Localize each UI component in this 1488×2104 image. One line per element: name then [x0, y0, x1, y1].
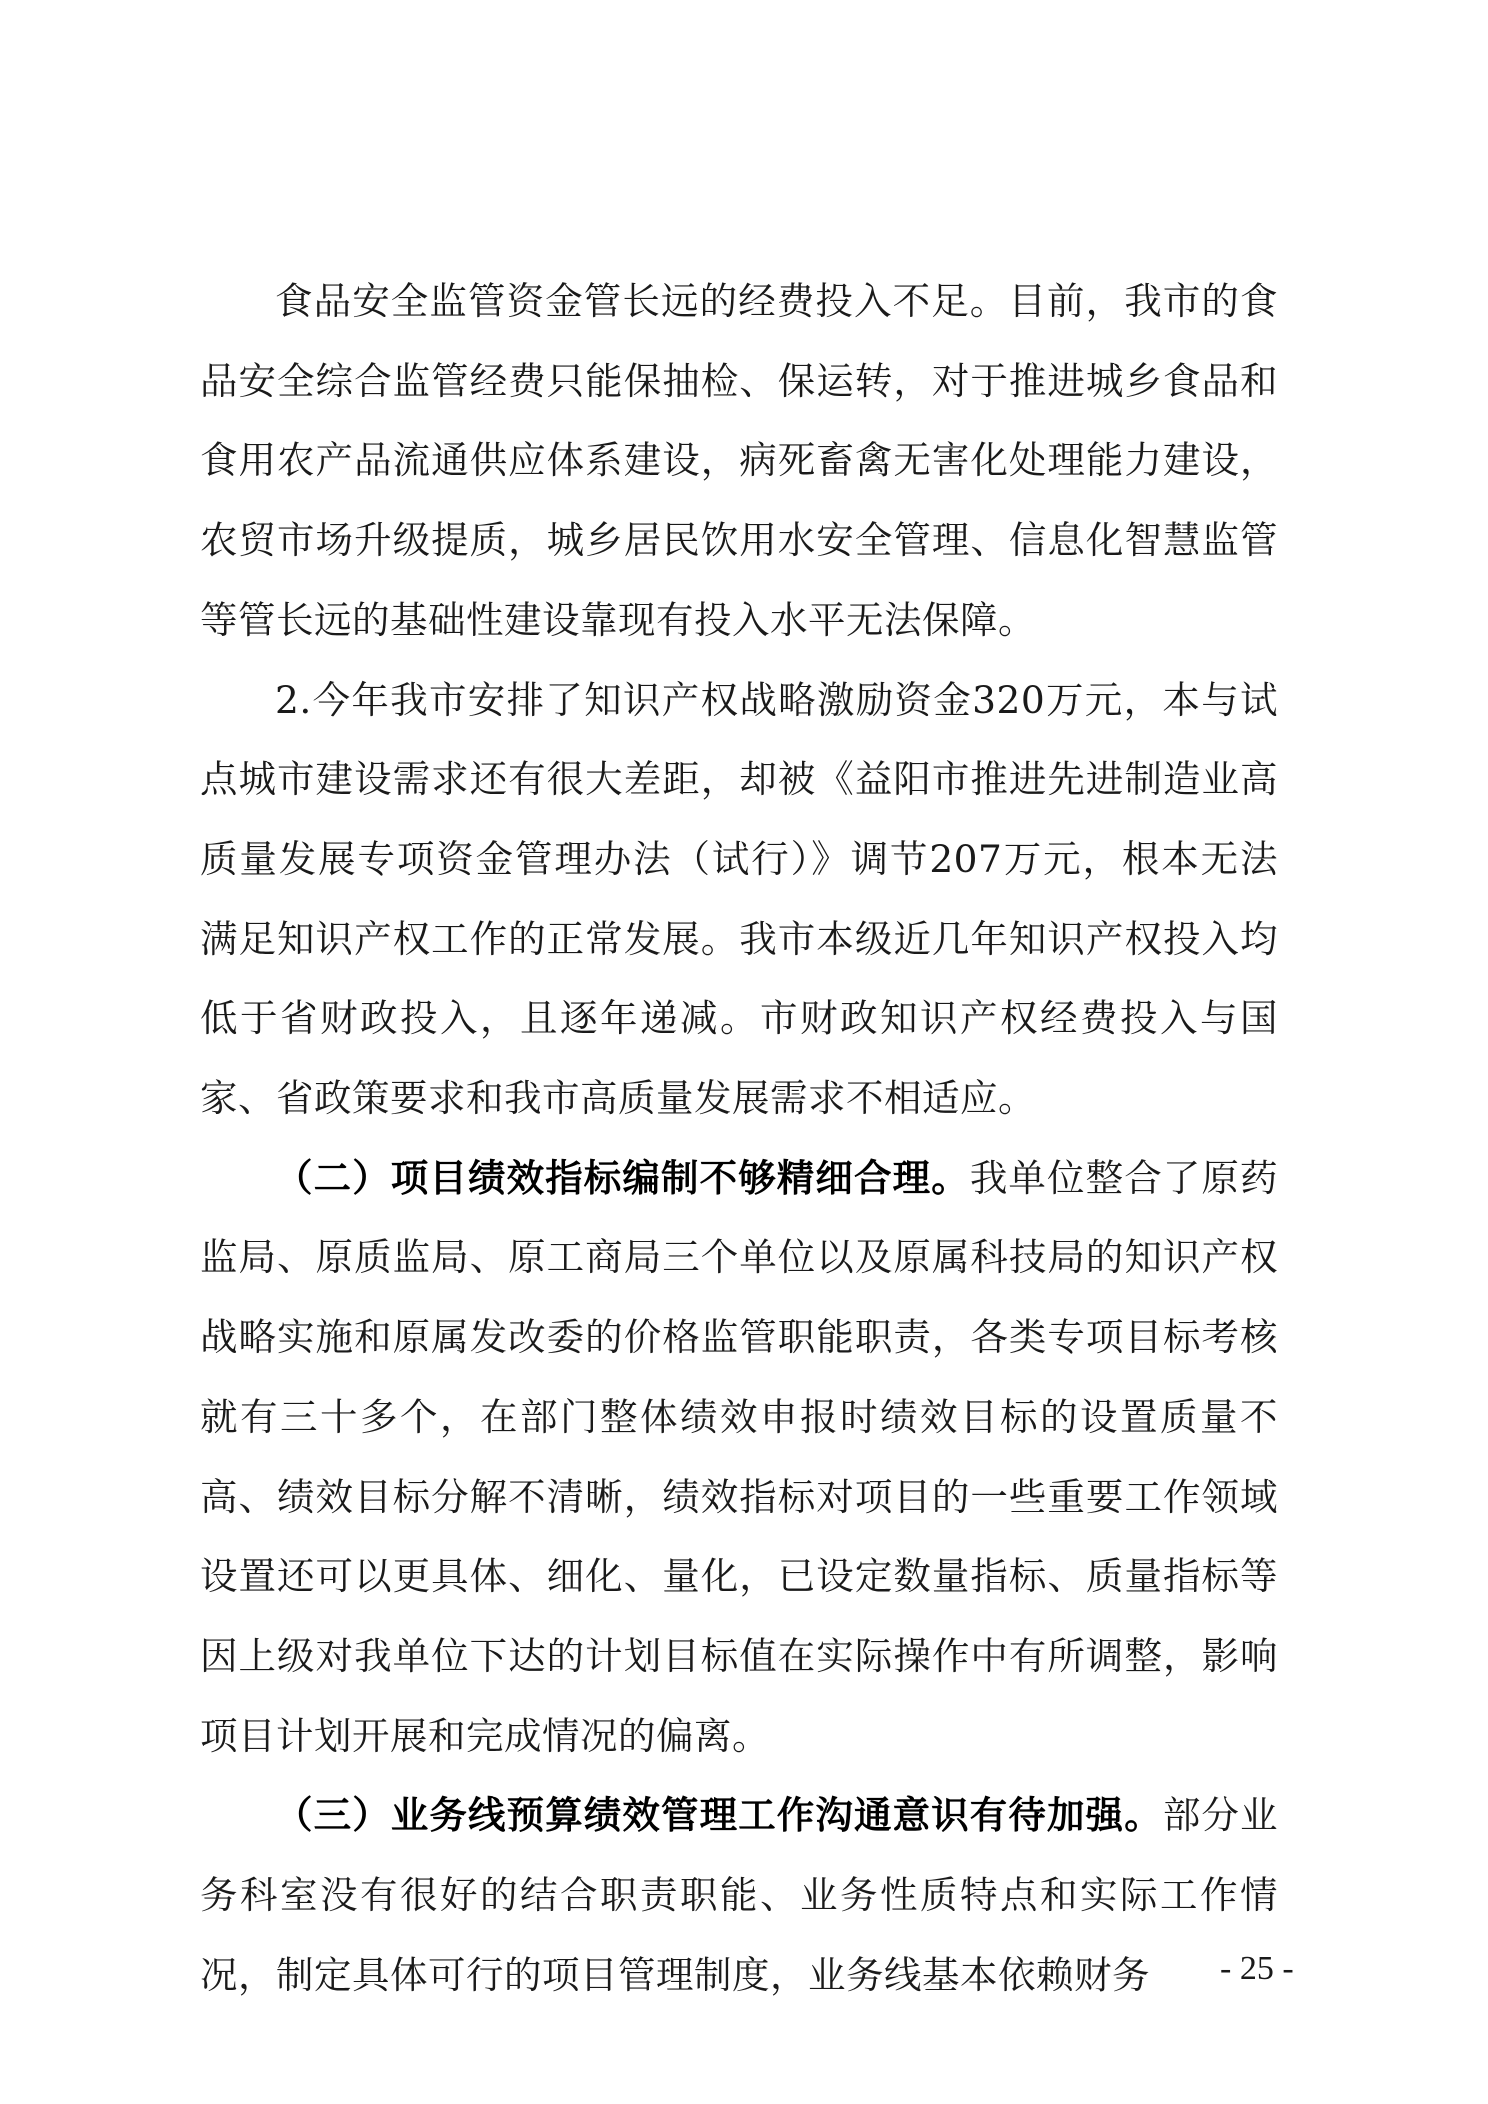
- paragraph-text: 2.今年我市安排了知识产权战略激励资金320万元，本与试点城市建设需求还有很大差距，却被《益阳市推进先进制造业高质量发展专项资金管理办法（试行）》调节207万元，根本无法满足知识产权工作的正常发展。我市本级近几年知识产权投入均低于省财政投入，且逐年递减。市财政知识产权经费投入与国家、省政策要求和我市高质量发展需求不相适应。: [200, 677, 1278, 1121]
- paragraph-text: 食品安全监管资金管长远的经费投入不足。目前，我市的食品安全综合监管经费只能保抽检、保运转，对于推进城乡食品和食用农产品流通供应体系建设，病死畜禽无害化处理能力建设，农贸市场升级提质，城乡居民饮用水安全管理、信息化智慧监管等管长远的基础性建设靠现有投入水平无法保障。: [200, 279, 1278, 642]
- paragraph-food-safety-funding: [200, 262, 1278, 661]
- paragraph-text: 部分业务科室没有很好的结合职责职能、业务性质特点和实际工作情况，制定具体可行的项目管理制度，业务线基本依赖财务: [200, 1793, 1279, 1997]
- section-heading: （二）项目绩效指标编制不够精细合理。: [275, 1155, 970, 1200]
- paragraph-performance-indicators: [200, 1139, 1278, 1777]
- paragraph-ip-strategy-funding: [200, 661, 1278, 1139]
- page-number: - 25 -: [1220, 1950, 1294, 1987]
- paragraph-text: 我单位整合了原药监局、原质监局、原工商局三个单位以及原属科技局的知识产权战略实施和原属发改委的价格监管职能职责，各类专项目标考核就有三十多个，在部门整体绩效申报时绩效目标的设置质量不高、绩效目标分解不清晰，绩效指标对项目的一些重要工作领域设置还可以更具体、细化、量化，已设定数量指标、质量指标等因上级对我单位下达的计划目标值在实际操作中有所调整，影响项目计划开展和完成情况的偏离。: [200, 1155, 1279, 1758]
- body-text: [200, 262, 1278, 2015]
- paragraph-communication-awareness: [200, 1776, 1278, 2015]
- section-heading: （三）业务线预算绩效管理工作沟通意识有待加强。: [275, 1793, 1163, 1838]
